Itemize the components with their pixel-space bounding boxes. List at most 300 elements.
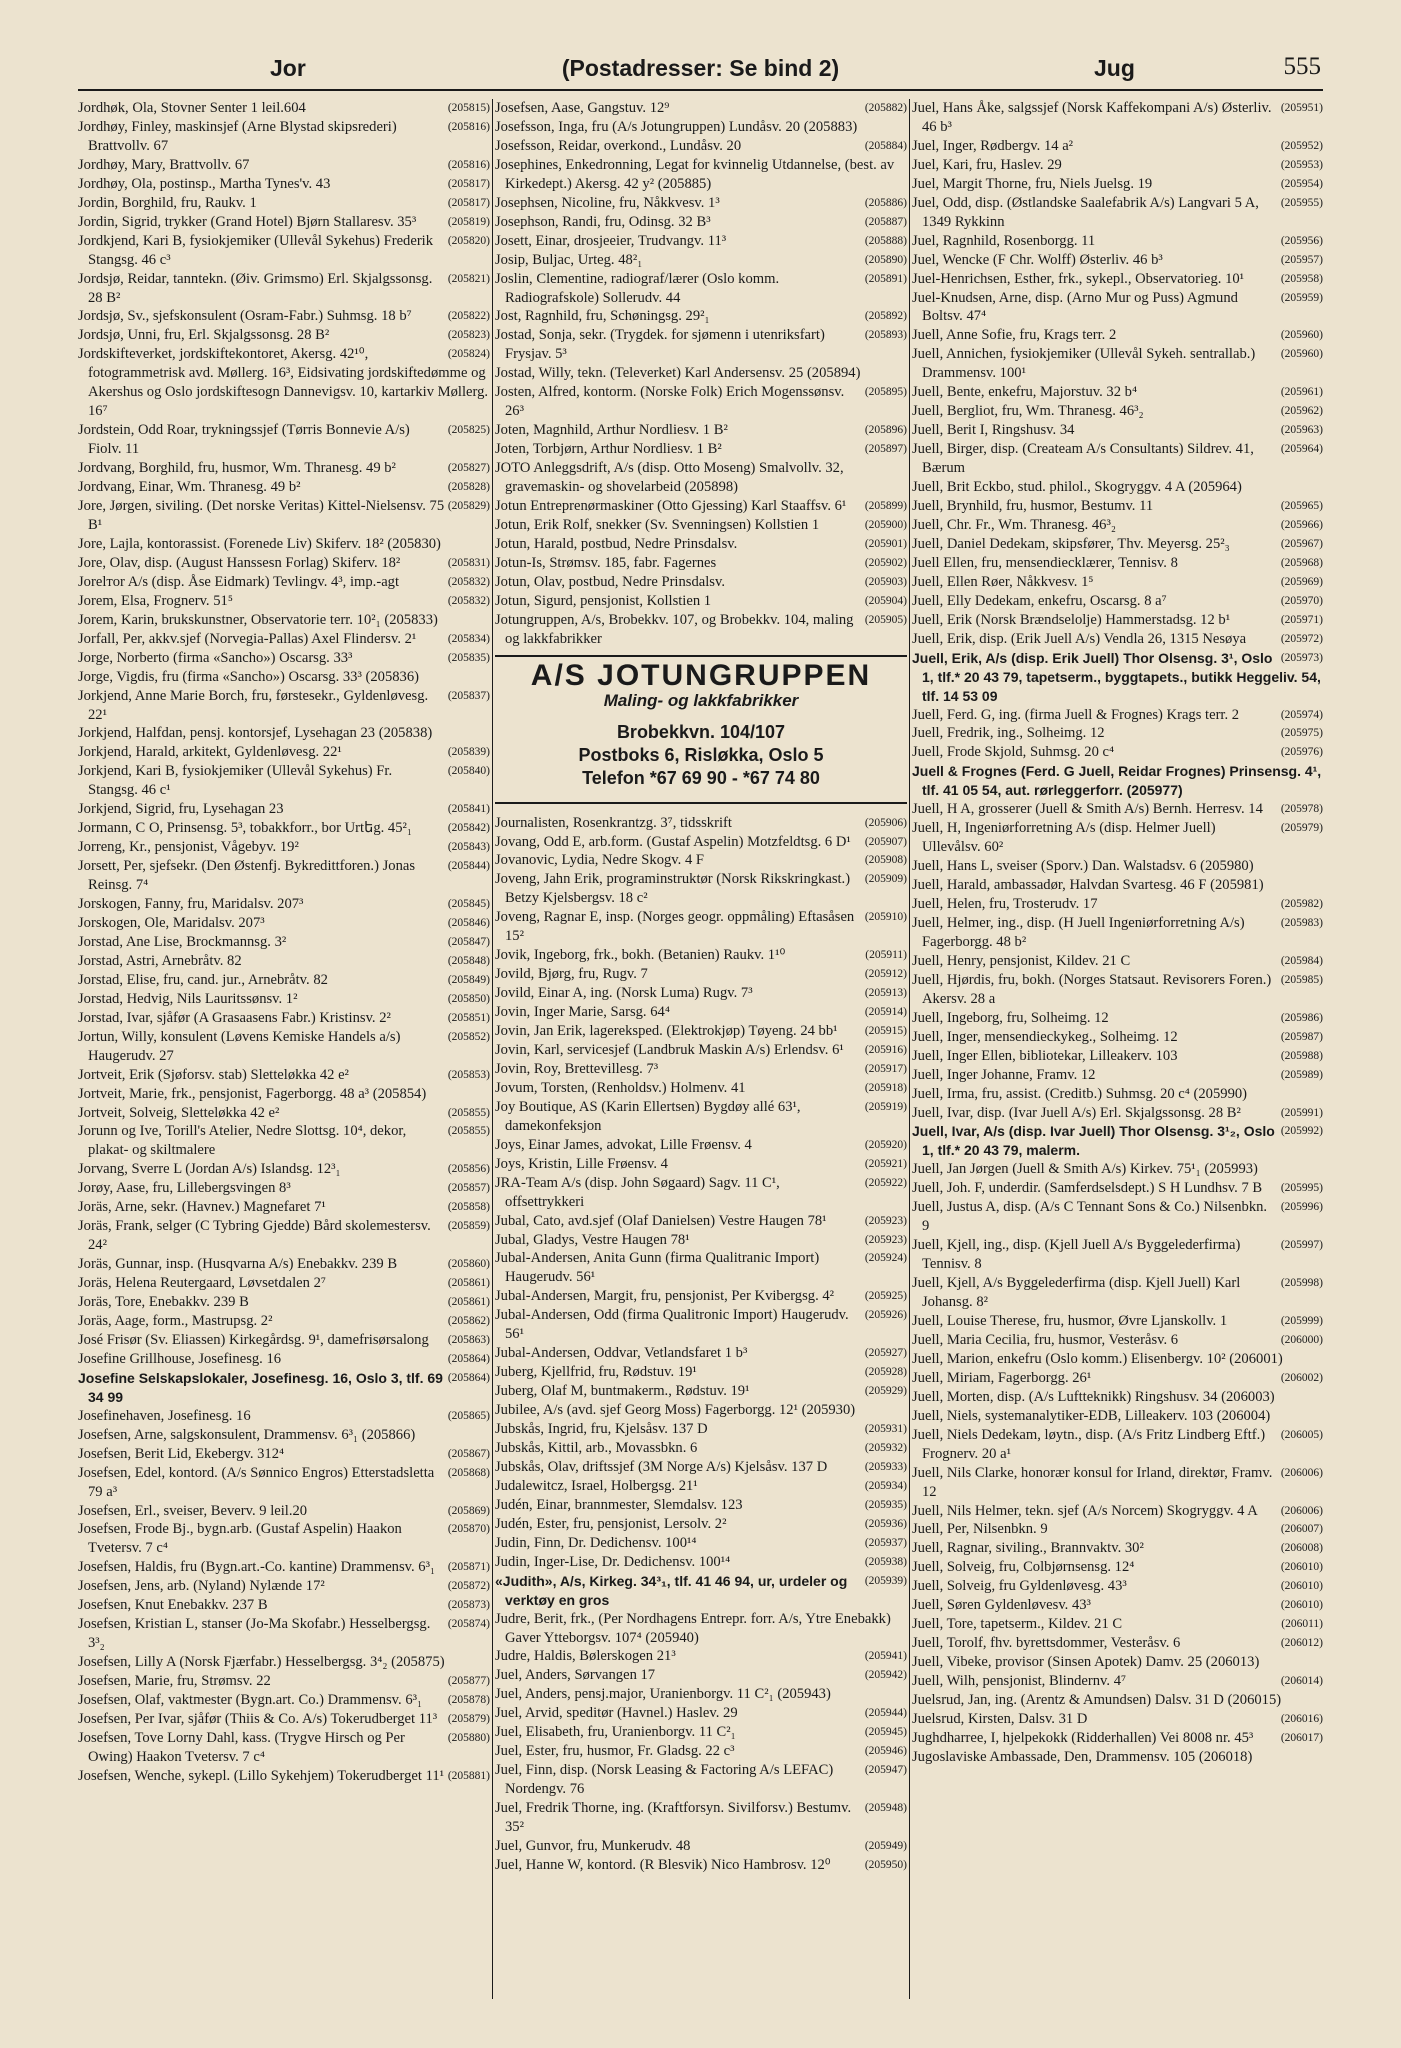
listing-text: Juell, H A, grosserer (Juell & Smith A/s) Bernh. Herresv. 14 <box>912 801 1263 818</box>
listing-text: Jovin, Roy, Brettevillesg. 7³ <box>495 1060 659 1077</box>
listing-number: (205937) <box>864 1536 907 1549</box>
listing-text: Juell, Helmer, ing., disp. (H Juell Ingeniørforretning A/s) Fagerborgg. 48 b² <box>912 914 1245 950</box>
listing-entry <box>495 1060 907 1079</box>
listing-entry <box>912 1615 1323 1634</box>
listing-text: Juell, H, Ingeniørforretning A/s (disp. Helmer Juell) Ullevålsv. 60² <box>912 820 1216 856</box>
listing-text: Juell, Elly Dedekam, enkefru, Oscarsg. 8 a⁷ <box>912 592 1167 609</box>
listing-number: (205821) <box>447 272 490 285</box>
listing-entry <box>495 194 907 213</box>
listing-number: (205979) <box>1280 822 1323 835</box>
listing-entry <box>495 984 907 1003</box>
listing-text: Jorkjend, Kari B, fysiokjemiker (Ullevål Sykehus) Fr. Stangsg. 46 c¹ <box>78 763 393 799</box>
listing-number: (206010) <box>1280 1561 1323 1574</box>
listing-text: Josephines, Enkedronning, Legat for kvinnelig Utdannelse, (best. av Kirkedept.) Akersg. 42 y² (205885) <box>495 156 895 192</box>
listing-text: Juell, Brynhild, fru, husmor, Bestumv. 11 <box>912 498 1154 515</box>
listing-entry <box>78 478 490 497</box>
listing-entry <box>912 857 1323 876</box>
listing-entry <box>495 1515 907 1534</box>
listing-entry <box>912 649 1323 706</box>
listing-text: Juell, Ivar, A/s (disp. Ivar Juell) Thor Olsensg. 3¹₂, Oslo 1, tlf.* 20 43 79, malerm. <box>912 1123 1275 1159</box>
listing-number: (205823) <box>447 329 490 342</box>
listing-entry <box>495 1704 907 1723</box>
listing-text: Juell, Berit I, Ringshusv. 34 <box>912 422 1075 439</box>
listing-number: (205956) <box>1280 234 1323 247</box>
listing-number: (205901) <box>864 537 907 550</box>
listing-text: Josefsen, Haldis, fru (Bygn.art.-Co. kantine) Drammensv. 6³₁ <box>78 1559 436 1576</box>
listing-number: (205982) <box>1280 898 1323 911</box>
listing-text: Juel, Finn, disp. (Norsk Leasing & Factoring A/s LEFAC) Nordengv. 76 <box>495 1762 834 1798</box>
listing-number: (205904) <box>864 594 907 607</box>
listing-text: Josefsen, Aase, Gangstuv. 12⁹ <box>495 100 670 116</box>
listing-text: Jordvang, Einar, Wm. Thranesg. 49 b² <box>78 479 301 496</box>
listing-text: Jorkjend, Halfdan, pensj. kontorsjef, Lysehagan 23 (205838) <box>78 725 433 742</box>
listing-text: Jovild, Bjørg, fru, Rugv. 7 <box>495 966 648 983</box>
listing-entry <box>78 838 490 857</box>
listing-number: (205856) <box>447 1163 490 1176</box>
listing-number: (205832) <box>447 594 490 607</box>
listing-text: Jordhøk, Ola, Stovner Senter 1 leil.604 <box>78 100 306 116</box>
listing-number: (205860) <box>447 1258 490 1271</box>
listing-number: (206002) <box>1280 1371 1323 1384</box>
listing-number: (206000) <box>1280 1333 1323 1346</box>
listing-number: (205959) <box>1280 291 1323 304</box>
listing-entry <box>495 1079 907 1098</box>
listing-entry <box>495 833 907 852</box>
listing-text: Jovik, Ingeborg, frk., bokh. (Betanien) Raukv. 1¹⁰ <box>495 947 786 964</box>
listing-number: (205996) <box>1280 1201 1323 1214</box>
listing-entry <box>495 1212 907 1231</box>
listing-text: Juell, Nils Helmer, tekn. sjef (A/s Norcem) Skogryggv. 4 A <box>912 1502 1258 1519</box>
listing-number: (205905) <box>864 613 907 626</box>
listing-number: (205822) <box>447 310 490 323</box>
listing-number: (205893) <box>864 329 907 342</box>
listing-entry <box>495 440 907 459</box>
listing-number: (205884) <box>864 139 907 152</box>
listing-text: Josefsen, Lilly A (Norsk Fjærfabr.) Hesselbergsg. 3⁴₂ (205875) <box>78 1654 445 1671</box>
listing-text: Juell, Harald, ambassadør, Halvdan Svartesg. 46 F (205981) <box>912 877 1264 894</box>
listing-entry <box>78 1312 490 1331</box>
listing-entry <box>495 383 907 421</box>
listing-text: Jore, Olav, disp. (August Hanssesn Forlag) Skiferv. 18² <box>78 554 401 571</box>
ad-subtitle: Maling- og lakkfabrikker <box>603 690 799 710</box>
listing-entry <box>78 213 490 232</box>
listing-text: Josefsson, Inga, fru (A/s Jotungruppen) Lundåsv. 20 (205883) <box>495 118 858 135</box>
listing-entry <box>78 1293 490 1312</box>
listing-entry <box>495 251 907 270</box>
listing-entry <box>78 1350 490 1369</box>
listing-text: Judén, Ester, fru, pensjonist, Lersolv. 2² <box>495 1515 727 1532</box>
listing-number: (205926) <box>864 1309 907 1322</box>
listing-entry <box>912 535 1323 554</box>
listing-number: (205947) <box>864 1764 907 1777</box>
listing-entry <box>912 554 1323 573</box>
listing-entry <box>912 762 1323 800</box>
listing-text: Jordin, Borghild, fru, Raukv. 1 <box>78 194 257 211</box>
listing-entry <box>78 933 490 952</box>
listing-number: (205877) <box>447 1675 490 1688</box>
listing-number: (205917) <box>864 1062 907 1075</box>
listing-entry <box>495 1534 907 1553</box>
listing-number: (205867) <box>447 1447 490 1460</box>
listing-entry <box>912 971 1323 1009</box>
listing-text: Jordstein, Odd Roar, trykningssjef (Tørris Bonnevie A/s) Fiolv. 11 <box>78 422 410 458</box>
listing-entry <box>912 876 1323 895</box>
listing-text: Juel, Ester, fru, husmor, Fr. Gladsg. 22 c³ <box>495 1743 735 1760</box>
listing-entry <box>78 326 490 345</box>
listing-text: Jovin, Karl, servicesjef (Landbruk Maskin A/s) Erlendsv. 6¹ <box>495 1041 844 1058</box>
listing-number: (205858) <box>447 1201 490 1214</box>
listing-text: Jormann, C O, Prinsensg. 5³, tobakkforr., bor Urtեg. 45²₁ <box>78 820 412 837</box>
listing-entry <box>912 1691 1323 1710</box>
listing-text: Judre, Berit, frk., (Per Nordhagens Entrepr. forr. A/s, Ytre Enebakk) Gaver Ytteborgsv. 107⁴ (205940) <box>495 1610 891 1646</box>
listing-entry <box>78 99 490 118</box>
listing-number: (205855) <box>447 1106 490 1119</box>
listing-text: Juel, Anders, pensj.major, Uranienborgv. 11 C²₁ (205943) <box>495 1686 831 1703</box>
ad-line: Postboks 6, Risløkka, Oslo 5 <box>578 744 824 765</box>
listing-text: Jovum, Torsten, (Renholdsv.) Holmenv. 41 <box>495 1079 746 1096</box>
listing-number: (205936) <box>864 1517 907 1530</box>
listing-text: Jorstad, Ivar, sjåfør (A Grasaasens Fabr.) Kristinsv. 2² <box>78 1009 391 1026</box>
listing-entry <box>78 1520 490 1558</box>
listing-number: (205965) <box>1280 500 1323 513</box>
listing-text: Jorstad, Hedvig, Nils Lauritssønsv. 1² <box>78 990 298 1007</box>
listing-text: Jordhøy, Ola, postinsp., Martha Tynes'v. 43 <box>78 175 331 192</box>
listing-entry <box>912 1558 1323 1577</box>
listing-number: (205932) <box>864 1442 907 1454</box>
listing-text: Juell, Frode Skjold, Suhmsg. 20 c⁴ <box>912 744 1115 761</box>
listing-number: (205902) <box>864 556 907 569</box>
listing-text: Josefsson, Reidar, overkond., Lundåsv. 20 <box>495 137 742 154</box>
listing-entry <box>912 1426 1323 1464</box>
listing-entry <box>495 1249 907 1287</box>
header-center-note: (Postadresser: Se bind 2) <box>561 55 840 81</box>
listing-number: (205919) <box>864 1100 907 1113</box>
listing-number: (205922) <box>864 1176 907 1189</box>
listing-entry <box>78 1464 490 1502</box>
listing-entry <box>495 1155 907 1174</box>
listing-number: (205878) <box>447 1694 490 1707</box>
listing-number: (205900) <box>864 518 907 531</box>
listing-text: Juell, Niels Dedekam, løytn., disp. (A/s Fritz Lindberg Eftf.) Frognerv. 20 a¹ <box>912 1426 1266 1462</box>
listing-number: (206006) <box>1280 1504 1323 1517</box>
listing-entry <box>495 156 907 194</box>
listing-entry <box>912 99 1323 137</box>
jotungruppen-advertisement <box>495 655 907 804</box>
listing-text: Juell, Kjell, ing., disp. (Kjell Juell A/s Byggelederfirma) Tennisv. 8 <box>912 1237 1241 1273</box>
listing-number: (205895) <box>864 386 907 399</box>
listing-number: (205954) <box>1280 177 1323 190</box>
listing-text: Josephsen, Nicoline, fru, Nåkkvesv. 1³ <box>495 194 720 211</box>
listing-entry <box>495 1382 907 1401</box>
listing-text: Juel, Inger, Rødbergv. 14 a² <box>912 137 1074 154</box>
listing-entry <box>78 194 490 213</box>
listing-text: Joräs, Tore, Enebakkv. 239 B <box>78 1294 249 1311</box>
listing-entry <box>78 1255 490 1274</box>
listing-number: (205995) <box>1280 1182 1323 1195</box>
listing-text: Juelsrud, Kirsten, Dalsv. 31 D <box>912 1711 1088 1728</box>
listing-entry <box>495 1022 907 1041</box>
listing-entry <box>495 554 907 573</box>
listing-text: Juelsrud, Jan, ing. (Arentz & Amundsen) Dalsv. 31 D (206015) <box>912 1692 1282 1709</box>
listing-number: (205881) <box>447 1769 490 1782</box>
listing-entry <box>78 914 490 933</box>
listing-text: Juel-Henrichsen, Esther, frk., sykepl., Observatorieg. 10¹ <box>912 270 1245 287</box>
listing-entry <box>912 743 1323 762</box>
listing-text: Jubal-Andersen, Anita Gunn (firma Qualitranic Import) Haugerudv. 56¹ <box>495 1250 820 1286</box>
listing-entry <box>495 1742 907 1761</box>
listing-number: (205887) <box>864 215 907 228</box>
listing-number: (205888) <box>864 234 907 247</box>
listing-number: (205906) <box>864 816 907 829</box>
listing-entry <box>78 118 490 156</box>
listing-entry <box>912 1047 1323 1066</box>
listing-text: Juell, Hans L, sveiser (Sporv.) Dan. Walstadsv. 6 (205980) <box>912 858 1254 875</box>
listing-number: (205819) <box>447 215 490 228</box>
listing-entry <box>912 175 1323 194</box>
listing-text: Juell, Miriam, Fagerborgg. 26¹ <box>912 1369 1092 1386</box>
listing-number: (205847) <box>447 935 490 948</box>
listing-entry <box>78 687 490 725</box>
listing-entry <box>78 1179 490 1198</box>
listing-number: (205915) <box>864 1025 907 1038</box>
listing-text: Jorunn og Ive, Torill's Atelier, Nedre Slottsg. 10⁴, dekor, plakat- og skiltmalere <box>78 1123 407 1159</box>
listing-number: (205815) <box>447 102 490 114</box>
listing-entry <box>495 1231 907 1250</box>
listing-text: Jorskogen, Ole, Maridalsv. 207³ <box>78 914 265 931</box>
listing-entry <box>78 762 490 800</box>
listing-text: Jordsjø, Unni, fru, Erl. Skjalgssonsg. 28 B² <box>78 327 330 344</box>
listing-number: (205974) <box>1280 708 1323 721</box>
listing-entry <box>78 1691 490 1710</box>
listing-entry <box>495 1401 907 1420</box>
listing-number: (205923) <box>864 1214 907 1227</box>
listing-entry <box>78 497 490 535</box>
listing-number: (205832) <box>447 575 490 588</box>
listing-text: Juel, Wencke (F Chr. Wolff) Østerliv. 46 b³ <box>912 251 1163 268</box>
listing-text: Joräs, Gunnar, insp. (Husqvarna A/s) Enebakkv. 239 B <box>78 1256 398 1273</box>
listing-number: (205976) <box>1280 746 1323 759</box>
listing-number: (205863) <box>447 1333 490 1346</box>
column-divider <box>909 99 910 1999</box>
listing-entry <box>78 990 490 1009</box>
listing-number: (205910) <box>864 911 907 924</box>
listing-entry <box>78 1615 490 1653</box>
listing-number: (205960) <box>1280 348 1323 361</box>
listing-number: (205925) <box>864 1290 907 1303</box>
listing-number: (206016) <box>1280 1713 1323 1726</box>
listing-text: Jugoslaviske Ambassade, Den, Drammensv. 105 (206018) <box>912 1748 1253 1765</box>
listing-text: Judin, Inger-Lise, Dr. Dedichensv. 100¹⁴ <box>495 1553 731 1570</box>
listing-text: Jorkjend, Anne Marie Borch, fru, førstesekr., Gyldenløvesg. 22¹ <box>78 687 429 723</box>
listing-entry <box>495 364 907 383</box>
listing-entry <box>495 137 907 156</box>
listing-text: Joys, Einar James, advokat, Lille Frøensv. 4 <box>495 1136 752 1153</box>
listing-text: Juel, Odd, disp. (Østlandske Saalefabrik A/s) Langvari 5 A, 1349 Rykkinn <box>912 194 1259 230</box>
directory-body <box>78 99 1323 1999</box>
listing-text: Jorfall, Per, akkv.sjef (Norvegia-Pallas) Axel Flindersv. 2¹ <box>78 630 417 647</box>
listing-number: (205831) <box>447 556 490 569</box>
listing-entry <box>78 1160 490 1179</box>
listing-text: Jordkjend, Kari B, fysiokjemiker (Ullevål Sykehus) Frederik Stangsg. 46 c³ <box>78 232 434 268</box>
listing-text: Josefsen, Knut Enebakkv. 237 B <box>78 1597 268 1614</box>
listing-entry <box>78 800 490 819</box>
listing-entry <box>78 1426 490 1445</box>
listing-entry <box>912 421 1323 440</box>
listing-entry <box>495 1041 907 1060</box>
listing-entry <box>912 1596 1323 1615</box>
listing-text: Jorstad, Astri, Arnebråtv. 82 <box>78 952 242 969</box>
listing-text: Judalewitcz, Israel, Holbergsg. 21¹ <box>495 1477 698 1494</box>
listing-entry <box>78 1274 490 1293</box>
ad-line: Telefon *67 69 90 - *67 74 80 <box>582 767 820 788</box>
listing-number: (205951) <box>1280 102 1323 114</box>
listing-entry <box>495 1174 907 1212</box>
listing-text: Josefsen, Erl., sveiser, Beverv. 9 leil.20 <box>78 1502 308 1519</box>
listing-text: Josten, Alfred, kontorm. (Norske Folk) Erich Mogenssønsv. 26³ <box>495 384 845 420</box>
listing-text: Juell, Morten, disp. (A/s Luftteknikk) Ringshusv. 34 (206003) <box>912 1388 1275 1405</box>
listing-number: (205928) <box>864 1366 907 1379</box>
listing-number: (205817) <box>447 196 490 209</box>
listing-text: Jovild, Einar A, ing. (Norsk Luma) Rugv. 7³ <box>495 985 753 1002</box>
listing-entry <box>495 497 907 516</box>
listing-entry <box>495 1477 907 1496</box>
listing-entry <box>912 914 1323 952</box>
listing-entry <box>78 535 490 554</box>
listing-text: Josefine Selskapslokaler, Josefinesg. 16, Oslo 3, tlf. 69 34 99 <box>78 1369 443 1405</box>
listing-number: (205950) <box>864 1858 907 1871</box>
listing-entry <box>78 573 490 592</box>
listing-number: (205989) <box>1280 1068 1323 1081</box>
listing-text: Jubskås, Ingrid, fru, Kjelsåsv. 137 D <box>495 1421 708 1438</box>
listing-number: (205912) <box>864 968 907 981</box>
listing-text: Jostad, Sonja, sekr. (Trygdek. for sjømenn i utenriksfart) Frysjav. 5³ <box>495 327 825 363</box>
listing-text: Juell, Daniel Dedekam, skipsfører, Thv. Meyersg. 25²₃ <box>912 535 1230 552</box>
listing-entry <box>495 1496 907 1515</box>
column-3 <box>912 99 1323 1999</box>
listing-entry <box>78 1672 490 1691</box>
listing-text: Judén, Einar, brannmester, Slemdalsv. 123 <box>495 1496 743 1513</box>
listing-text: Juel, Hanne W, kontord. (R Blesvik) Nico Hambrosv. 12⁰ <box>495 1856 831 1873</box>
listing-entry <box>912 270 1323 289</box>
listing-entry <box>78 1198 490 1217</box>
listing-entry <box>495 118 907 137</box>
listing-number: (205961) <box>1280 386 1323 399</box>
listing-entry <box>78 1558 490 1577</box>
listing-text: Juell, Wilh, pensjonist, Blindernv. 4⁷ <box>912 1673 1127 1690</box>
listing-entry <box>495 1837 907 1856</box>
listing-number: (205820) <box>447 234 490 247</box>
listing-entry <box>495 1553 907 1572</box>
listing-number: (205946) <box>864 1745 907 1758</box>
listing-entry <box>495 870 907 908</box>
listing-entry <box>495 459 907 497</box>
listing-number: (205953) <box>1280 158 1323 171</box>
listing-entry <box>495 1647 907 1666</box>
listing-text: Juel, Hans Åke, salgssjef (Norsk Kaffekompani A/s) Østerliv. 46 b³ <box>912 100 1272 135</box>
listing-text: Jubal, Gladys, Vestre Haugen 78¹ <box>495 1231 690 1248</box>
listing-text: Josefsen, Kristian L, stanser (Jo-Ma Skofabr.) Hesselbergsg. 3³₂ <box>78 1616 431 1652</box>
listing-text: Jubal-Andersen, Margit, fru, pensjonist, Per Kvibergsg. 4² <box>495 1288 835 1305</box>
listing-number: (205969) <box>1280 575 1323 588</box>
listing-entry <box>912 345 1323 383</box>
listing-number: (205908) <box>864 854 907 867</box>
listing-entry <box>78 1085 490 1104</box>
listing-number: (205999) <box>1280 1315 1323 1327</box>
listing-text: Juel, Margit Thorne, fru, Niels Juelsg. 19 <box>912 175 1153 192</box>
listing-number: (205835) <box>447 651 490 664</box>
listing-number: (205839) <box>447 746 490 759</box>
listing-number: (205891) <box>864 272 907 285</box>
listing-entry <box>495 1723 907 1742</box>
listing-entry <box>912 1009 1323 1028</box>
listing-text: Juell, Vibeke, provisor (Sinsen Apotek) Damv. 25 (206013) <box>912 1654 1260 1671</box>
listing-text: Jordskifteverket, jordskiftekontoret, Akersg. 42¹⁰, fotogrammetrisk avd. Møllerg. 16³, Eidsivating jordskiftedømme og Akershus og Oslo jordskiftesogn Dannevigsv. 10, kartarkiv Møllerg. 16⁷ <box>78 346 489 420</box>
listing-text: Jorem, Elsa, Frognerv. 51⁵ <box>78 592 233 609</box>
listing-text: Juell, Torolf, fhv. byrettsdommer, Vesteråsv. 6 <box>912 1635 1181 1652</box>
listing-text: Juberg, Olaf M, buntmakerm., Rødstuv. 19¹ <box>495 1383 750 1400</box>
listing-entry <box>78 270 490 308</box>
listing-number: (205933) <box>864 1460 907 1473</box>
listing-number: (205848) <box>447 954 490 967</box>
listing-entry <box>495 851 907 870</box>
listing-entry <box>78 895 490 914</box>
listing-text: Juell, Marion, enkefru (Oslo komm.) Elisenbergv. 10² (206001) <box>912 1350 1283 1367</box>
listing-entry <box>78 1066 490 1085</box>
listing-entry <box>495 1287 907 1306</box>
listing-number: (205861) <box>447 1296 490 1309</box>
listing-entry <box>78 1767 490 1786</box>
listing-text: Juell, Brit Eckbo, stud. philol., Skogryggv. 4 A (205964) <box>912 479 1242 496</box>
listing-text: Jubilee, A/s (avd. sjef Georg Moss) Fagerborgg. 12¹ (205930) <box>495 1402 856 1419</box>
listing-entry <box>495 1685 907 1704</box>
listing-entry <box>912 1236 1323 1274</box>
listing-entry <box>912 952 1323 971</box>
ad-line: Brobekkvn. 104/107 <box>616 721 786 742</box>
listing-number: (205824) <box>447 348 490 361</box>
listing-number: (206008) <box>1280 1542 1323 1555</box>
listing-entry <box>495 946 907 965</box>
listing-number: (205840) <box>447 765 490 778</box>
listing-number: (205857) <box>447 1182 490 1195</box>
listing-text: Joveng, Ragnar E, insp. (Norges geogr. oppmåling) Eftasåsen 15² <box>495 909 855 945</box>
listing-text: Juell, Tore, tapetserm., Kildev. 21 C <box>912 1616 1123 1633</box>
listing-text: Juel, Arvid, speditør (Havnel.) Haslev. 29 <box>495 1705 738 1722</box>
listing-entry <box>78 952 490 971</box>
listing-text: Jortun, Willy, konsulent (Løvens Kemiske Handels a/s) Haugerudv. 27 <box>78 1028 401 1064</box>
listing-entry <box>78 345 490 421</box>
listing-number: (205971) <box>1280 613 1323 626</box>
listing-text: Juell & Frognes (Ferd. G Juell, Reidar Frognes) Prinsensg. 4¹, tlf. 41 05 54, aut. rørleggerforr. (205977) <box>912 763 1322 799</box>
listing-number: (205929) <box>864 1385 907 1398</box>
listing-entry <box>912 1710 1323 1729</box>
listing-text: Juell, Per, Nilsenbkn. 9 <box>912 1521 1048 1538</box>
listing-entry <box>78 1331 490 1350</box>
listing-number: (205938) <box>864 1555 907 1568</box>
listing-text: Jorreng, Kr., pensjonist, Vågebyv. 19² <box>78 839 299 856</box>
listing-entry <box>495 965 907 984</box>
listing-entry <box>912 573 1323 592</box>
listing-entry <box>78 1028 490 1066</box>
listing-entry <box>912 1748 1323 1767</box>
listing-entry <box>495 1458 907 1477</box>
listing-number: (205986) <box>1280 1011 1323 1024</box>
listing-text: Joten, Magnhild, Arthur Nordliesv. 1 B² <box>495 422 728 439</box>
listing-text: Josefine Grillhouse, Josefinesg. 16 <box>78 1350 282 1367</box>
listing-text: Josett, Einar, drosjeeier, Trudvangv. 11³ <box>495 232 727 249</box>
listing-entry <box>495 421 907 440</box>
listing-number: (205972) <box>1280 632 1323 645</box>
listing-text: Juell, Chr. Fr., Wm. Thranesg. 46³₂ <box>912 516 1116 533</box>
